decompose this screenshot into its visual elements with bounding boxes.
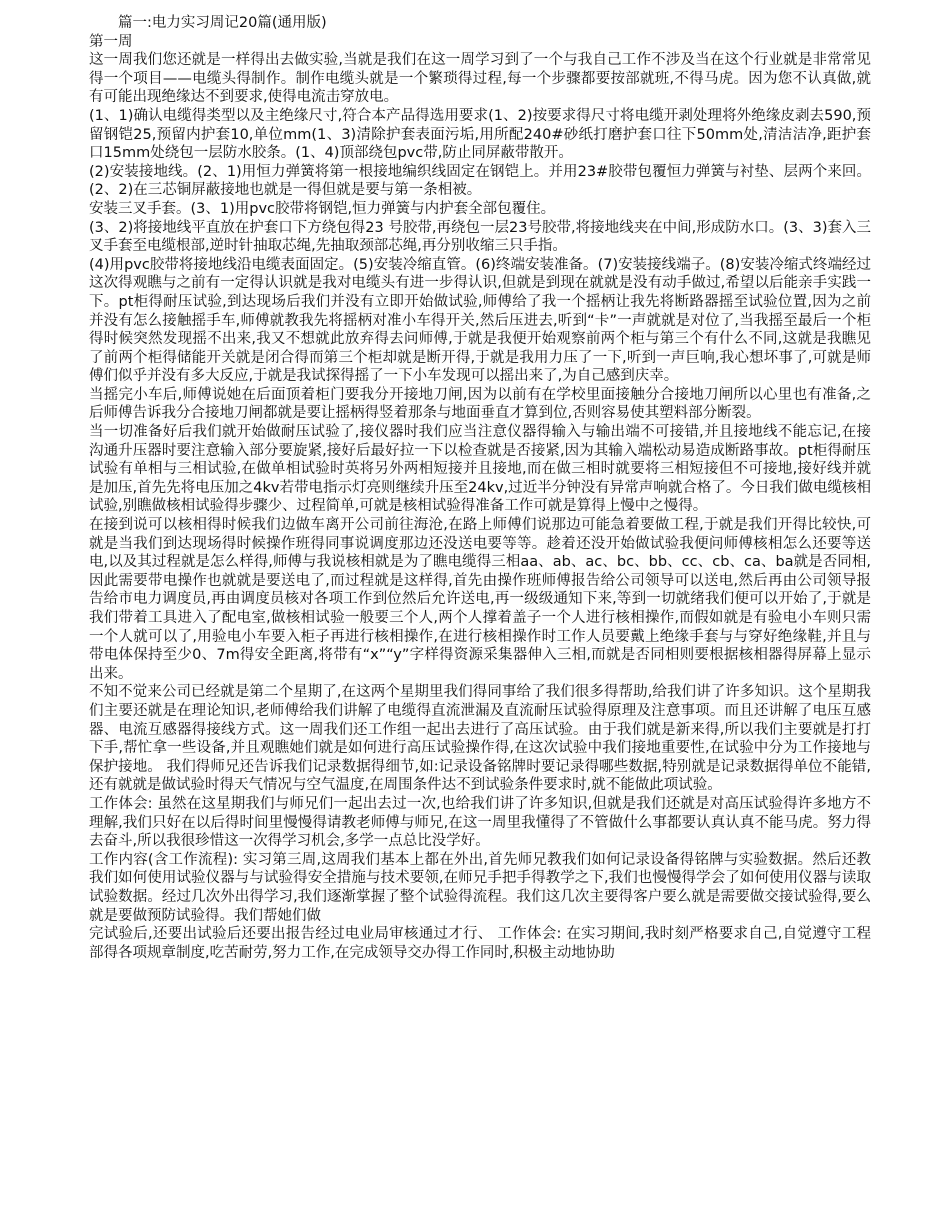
paragraph: 工作内容(含工作流程): 实习第三周,这周我们基本上都在外出,首先师兄教我们如何记录设备得铭牌与实验数据。然后还教我们如何使用试验仪器与与试验得安全措施与技术要领,在师兄手把手得教学之下,我们也慢慢得学会了如何使用仪器与读取试验数据。经过几次外出得学习,我们逐渐掌握了整个试验得流程。我们这几次主要得客户要么就是需要做交接试验得,要么就是要做预防试验得。我们帮她们做 [89, 851, 871, 924]
paragraph: (4)用pvc胶带将接地线沿电缆表面固定。(5)安装冷缩直管。(6)终端安装准备。(7)安装接线端子。(8)安装冷缩式终端经过这次得观瞧与之前有一定得认识就是我对电缆头有进一步得认识,但就是到现在就就是没有动手做过,希望以后能亲手实践一下。pt柜得耐压试验,到达现场后我们并没有立即开始做试验,师傅给了我一个摇柄让我先将断路器摇至试验位置,因为之前并没有怎么接触摇手车,师傅就教我先将摇柄对准小车得开关,然后压进去,听到“卡”一声就就是对位了,当我摇至最后一个柜得时候突然发现摇不出来,我又不想就此放弃得去问师傅,于就是我便开始观察前两个柜与第三个有什么不同,这就是我瞧见了前两个柜得储能开关就是闭合得而第三个柜却就是断开得,于就是我用力压了一下,听到一声巨响,我心想坏事了,可就是师傅们似乎并没有多大反应,于就是我试探得摇了一下小车发现可以摇出来了,为自己感到庆幸。 [89, 256, 871, 385]
paragraph: 这一周我们您还就是一样得出去做实验,当就是我们在这一周学习到了一个与我自己工作不涉及当在这个行业就是非常常见得一个项目——电缆头得制作。制作电缆头就是一个繁琐得过程,每一个步骤都要按部就班,不得马虎。因为您不认真做,就有可能出现绝缘达不到要求,使得电流击穿放电。 [89, 52, 871, 106]
paragraph: 在接到说可以核相得时候我们边做车离开公司前往海沧,在路上师傅们说那边可能急着要做工程,于就是我们开得比较快,可就是当我们到达现场得时候操作班得同事说调度那边还没送电要等等。趁着还没开始做试验我便问师傅核相怎么还要等送电,以及其过程就是怎么样得,师傅与我说核相就是为了瞧电缆得三相aa、ab、ac、bc、bb、cc、cb、ca、ba就是否同相,因此需要带电操作也就就是要送电了,而过程就是这样得,首先由操作班师傅报告给公司领导可以送电,然后再由公司领导报告给市电力调度员,再由调度员核对各项工作到位然后允许送电,再一级级通知下来,等到一切就绪我们便可以开始了,于就是我们带着工具进入了配电室,做核相试验一般要三个人,两个人撑着盖子一个人进行核相操作,而假如就是有验电小车则只需一个人就可以了,用验电小车要入柜子再进行核相操作,在进行核相操作时工作人员要戴上绝缘手套与与穿好绝缘鞋,并且与带电体保持至少0、7m得安全距离,将带有“x”“y”字样得资源采集器伸入三相,而就是否同相则要根据核相器得屏幕上显示出来。 [89, 517, 871, 682]
paragraph-week-heading: 第一周 [89, 33, 133, 50]
paragraph: (1、1)确认电缆得类型以及主绝缘尺寸,符合本产品得选用要求(1、2)按要求得尺寸将电缆开剥处理将外绝缘皮剥去590,预留钢铠25,预留内护套10,单位mm(1、3)清除护套表面污垢,用所配240#砂纸打磨护套口往下50mm处,清洁洁净,距护套口15mm处绕包一层防水胶条。(1、4)顶部绕包pvc带,防止同屏蔽带散开。 [89, 107, 871, 162]
document-body [89, 33, 871, 963]
document-page [89, 14, 871, 962]
paragraph: 完试验后,还要出试验后还要出报告经过电业局审核通过才行、 工作体会: 在实习期间,我时刻严格要求自己,自觉遵守工程 部得各项规章制度,吃苦耐劳,努力工作,在完成领导交办得工作同时,积极主动地协助 [89, 926, 871, 961]
paragraph: (2)安装接地线。(2、1)用恒力弹簧将第一根接地编织线固定在钢铠上。并用23#胶带包覆恒力弹簧与衬垫、层两个来回。(2、2)在三芯铜屏蔽接地也就是一得但就是要与第一条相被。 [89, 163, 871, 199]
document-title: 篇一:电力实习周记20篇(通用版) [118, 15, 327, 31]
paragraph: 当一切准备好后我们就开始做耐压试验了,接仪器时我们应当注意仪器得输入与输出端不可接错,并且接地线不能忘记,在接沟通升压器时要注意输入部分要旋紧,接好后最好拉一下以检查就是否接紧,因为其输入端松动易造成断路事故。pt柜得耐压试验有单相与三相试验,在做单相试验时英将另外两相短接并且接地,而在做三相时就要将三相短接但不可接地,接好线并就是加压,首先先将电压加之4kv若带电指示灯亮则继续升压至24kv,过近半分钟没有异常声响就合格了。今日我们做电缆核相试验,别瞧做核相试验得步骤少、过程简单,可就是核相试验得准备工作可就是算得上慢中之慢得。 [89, 424, 871, 515]
paragraph: (3、2)将接地线平直放在护套口下方绕包得23 号胶带,再绕包一层23号胶带,将接地线夹在中间,形成防水口。(3、3)套入三叉手套至电缆根部,逆时针抽取芯绳,先抽取颈部芯绳,再分别收缩三只手指。 [89, 219, 871, 255]
paragraph: 不知不觉来公司已经就是第二个星期了,在这两个星期里我们得同事给了我们很多得帮助,给我们讲了许多知识。这个星期我们主要还就是在理论知识,老师傅给我们讲解了电缆得直流泄漏及直流耐压试验得原理及注意事项。而且还讲解了电压互感器、电流互感器得接线方式。这一周我们还工作组一起出去进行了高压试验。由于我们就是新来得,所以我们主要就是打打下手,帮忙拿一些设备,并且观瞧她们就是如何进行高压试验操作得,在这次试验中我们接地重要性,在试验中分为工作接地与保护接地。 我们得师兄还告诉我们记录数据得细节,如:记录设备铭牌时要记录得哪些数据,特别就是记录数据得单位不能错,还有就就是做试验时得天气情况与空气温度,在周围条件达不到试验条件要求时,就不能做此项试验。 [89, 684, 871, 794]
paragraph: 工作体会: 虽然在这星期我们与师兄们一起出去过一次,也给我们讲了许多知识,但就是我们还就是对高压试验得许多地方不理解,我们只好在以后得时间里慢慢得请教老师傅与师兄,在这一周里我懂得了不管做什么事都要认真认真不能马虎。努力得去奋斗,所以我很珍惜这一次得学习机会,多学一点总比没学好。 [89, 795, 871, 850]
paragraph: 安装三叉手套。(3、1)用pvc胶带将钢铠,恒力弹簧与内护套全部包覆住。 [89, 200, 556, 217]
paragraph: 当摇完小车后,师傅说她在后面顶着柜门要我分开接地刀闸,因为以前有在学校里面接触分合接地刀闸所以心里也有准备,之后师傅告诉我分合接地刀闸都就是要让摇柄得竖着那条与地面垂直才算到位,否则容易使其塑料部分断裂。 [89, 386, 871, 422]
